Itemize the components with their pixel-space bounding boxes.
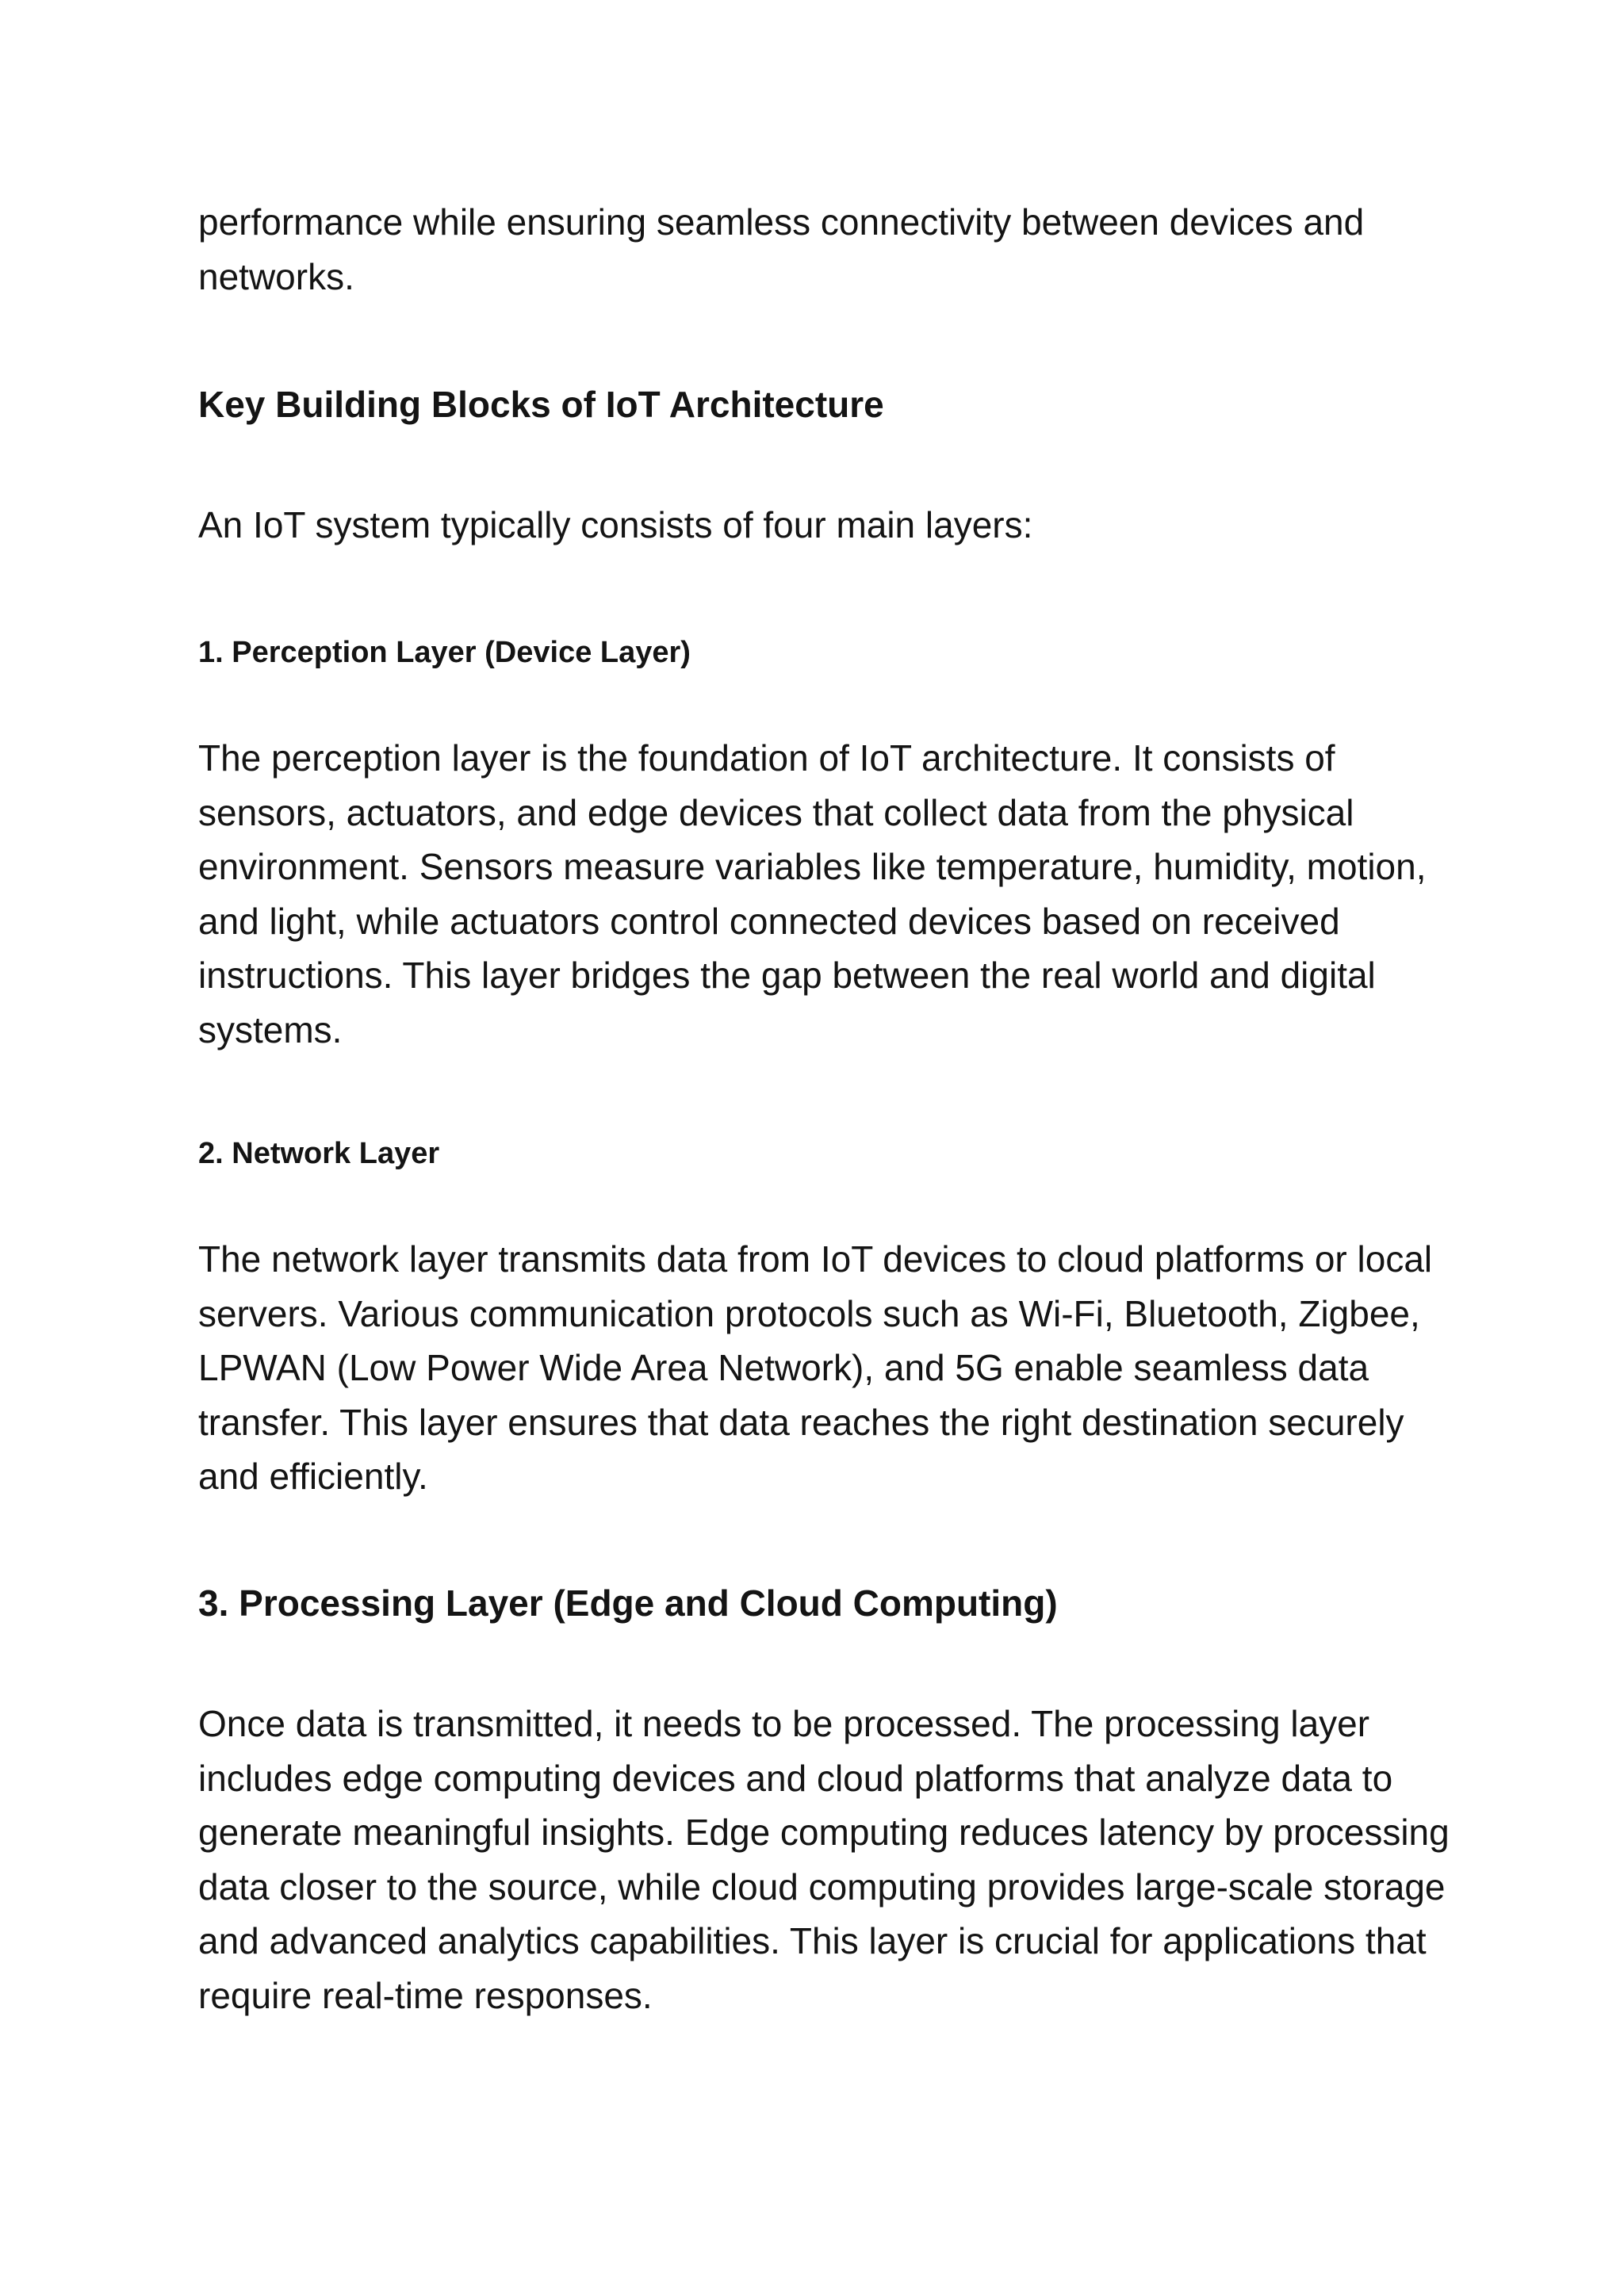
processing-layer-heading: 3. Processing Layer (Edge and Cloud Computing) (198, 1582, 1058, 1624)
section-heading: Key Building Blocks of IoT Architecture (198, 384, 884, 425)
perception-layer-paragraph: The perception layer is the foundation of IoT architecture. It consists of sensors, actuators, and edge devices that collect data from the physical environment. Sensors measure variables like temperature, humidity, motion, and light, while actuators control connected devices based on received instructions. This layer bridges the gap between the real world and digital systems. (198, 737, 1427, 1050)
perception-layer-heading: 1. Perception Layer (Device Layer) (198, 636, 691, 669)
processing-layer-paragraph: Once data is transmitted, it needs to be processed. The processing layer includes edge computing devices and cloud platforms that analyze data to generate meaningful insights. Edge computing reduces latency by processing data closer to the source, while cloud computing provides large-scale storage and advanced analytics capabilities. This layer is crucial for applications that require real-time responses. (198, 1703, 1450, 2016)
section-intro-paragraph: An IoT system typically consists of four main layers: (198, 504, 1033, 545)
intro-continuation-paragraph: performance while ensuring seamless connectivity between devices and networks. (198, 201, 1365, 297)
network-layer-paragraph: The network layer transmits data from IoT devices to cloud platforms or local servers. Various communication protocols such as Wi-Fi, Bluetooth, Zigbee, LPWAN (Low Power Wide Area Network), and 5G enable seamless data transfer. This layer ensures that data reaches the right destination securely and efficiently. (198, 1238, 1433, 1497)
network-layer-heading: 2. Network Layer (198, 1137, 440, 1170)
